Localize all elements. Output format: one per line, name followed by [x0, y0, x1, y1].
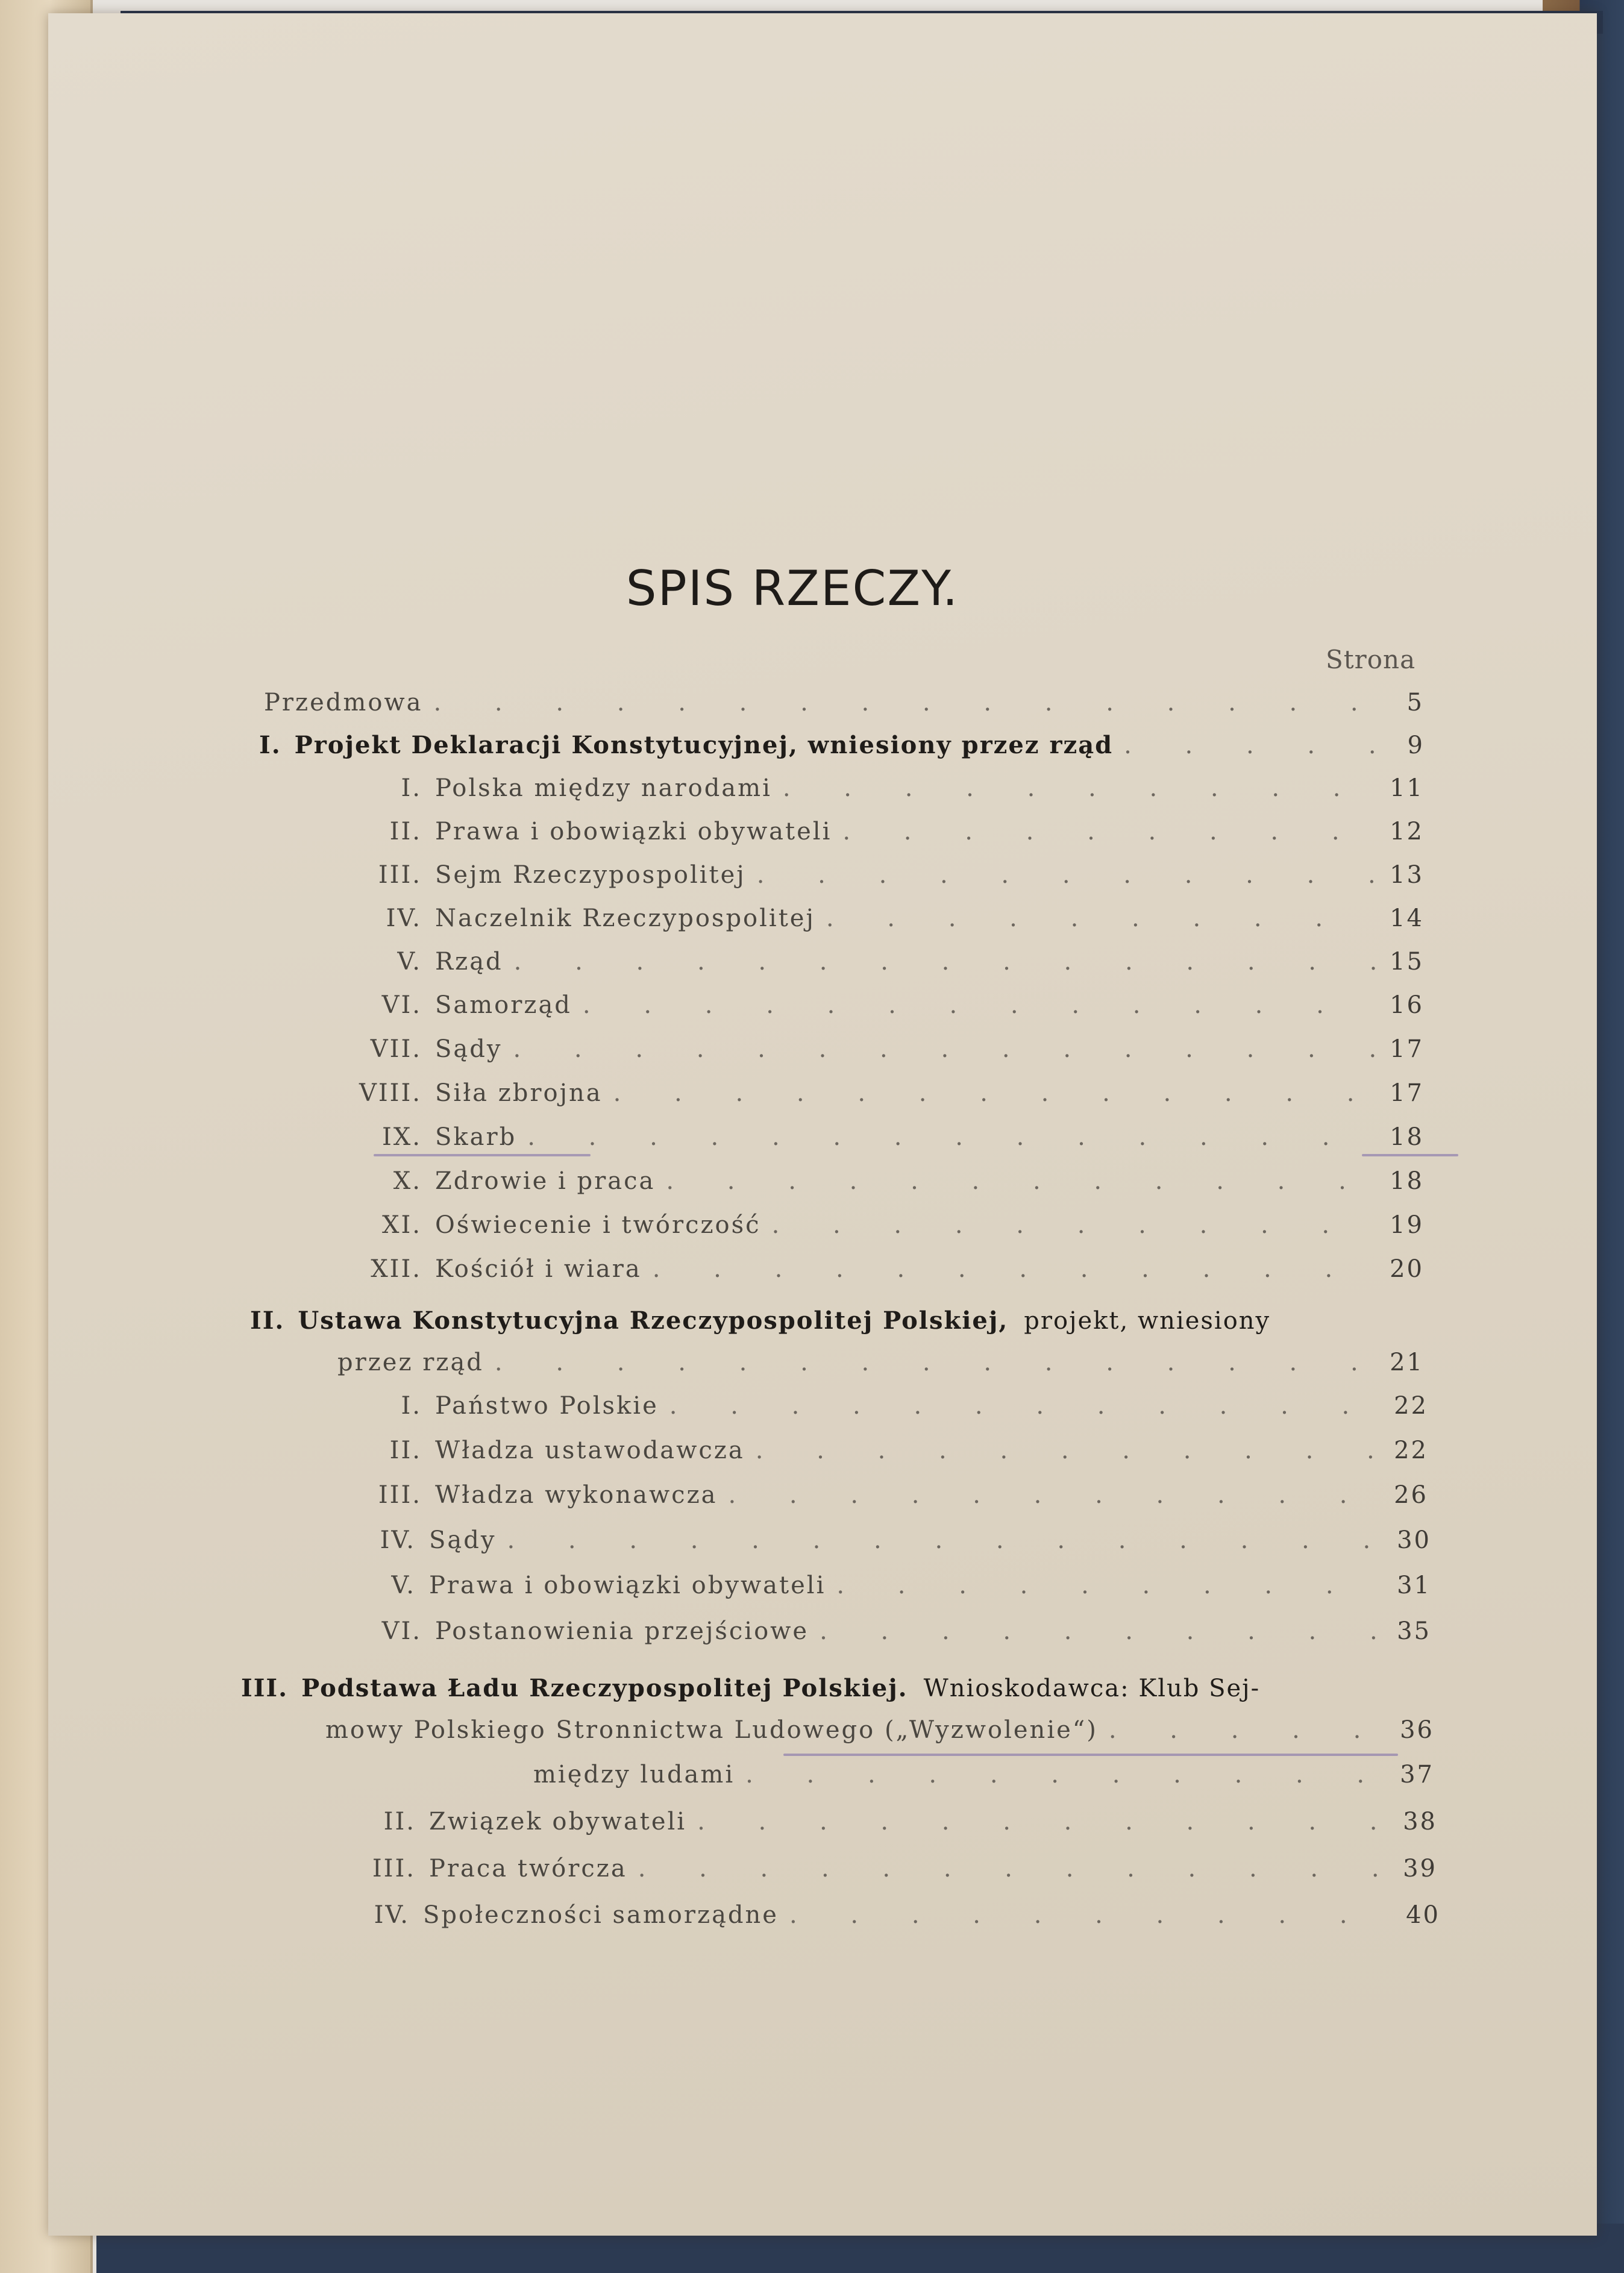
- toc-entry-page: 35: [1397, 1617, 1431, 1645]
- toc-entry: [337, 1079, 1424, 1115]
- toc-entry: [337, 1808, 1437, 1844]
- leader-dots: [638, 1855, 1390, 1883]
- toc-entry-number: V.: [391, 1572, 416, 1599]
- toc-entry-number: V.: [397, 948, 422, 976]
- leader-dots: [669, 1392, 1381, 1420]
- toc-entry: [337, 1572, 1431, 1608]
- toc-entry-label: Sejm Rzeczypospolitej: [435, 861, 746, 889]
- leader-dots: [514, 948, 1377, 976]
- toc-entry: [337, 861, 1424, 897]
- toc-section-page: 9: [1407, 732, 1424, 759]
- leader-dots: [820, 1617, 1384, 1645]
- leader-dots: [653, 1255, 1377, 1283]
- leader-dots: [507, 1526, 1384, 1554]
- toc-entry-page: 30: [1397, 1526, 1431, 1554]
- toc-section-number: II.: [250, 1306, 285, 1335]
- toc-entry-number: II.: [383, 1808, 416, 1836]
- pen-underline-mark: [374, 1154, 591, 1156]
- toc-entry-label: mowy Polskiego Stronnictwa Ludowego („Wyzwolenie“): [325, 1716, 1098, 1744]
- toc-entry: [337, 1437, 1428, 1473]
- toc-entry-number: I.: [401, 1392, 422, 1420]
- toc-entry: [337, 1167, 1424, 1203]
- toc-entry-number: VI.: [381, 1617, 422, 1645]
- toc-entry-number: III.: [378, 1481, 422, 1509]
- toc-entry-page: 18: [1390, 1123, 1424, 1151]
- leader-dots: [772, 1211, 1377, 1239]
- toc-entry-page: 15: [1390, 948, 1424, 976]
- leader-dots: [495, 1349, 1377, 1376]
- toc-entry-label: Prawa i obowiązki obywateli: [429, 1572, 826, 1599]
- toc-entry-label: Naczelnik Rzeczypospolitej: [435, 904, 815, 932]
- toc-section: [250, 1306, 1425, 1343]
- toc-entry-page: 18: [1390, 1167, 1424, 1195]
- leader-dots: [1124, 732, 1377, 759]
- leader-dots: [757, 861, 1377, 889]
- toc-entry-label: Polska między narodami: [435, 774, 772, 802]
- toc-entry-page: 17: [1390, 1079, 1424, 1107]
- leader-dots: [527, 1123, 1377, 1151]
- toc-entry-page: 26: [1394, 1481, 1428, 1509]
- leader-dots: [745, 1761, 1387, 1789]
- toc-entry-number: IV.: [386, 904, 422, 932]
- toc-entry-number: III.: [378, 861, 422, 889]
- leader-dots: [783, 774, 1377, 802]
- leader-dots: [836, 1572, 1384, 1599]
- toc-entry-page: 37: [1400, 1761, 1434, 1789]
- toc-entry-number: IV.: [374, 1901, 410, 1929]
- toc-entry-number: VII.: [370, 1035, 422, 1063]
- toc-entry-label: Władza wykonawcza: [435, 1481, 718, 1509]
- page-title: SPIS RZECZY.: [625, 560, 959, 616]
- toc-entry-number: VIII.: [359, 1079, 422, 1107]
- toc-entry: [337, 818, 1424, 854]
- toc-entry-page: 19: [1390, 1211, 1424, 1239]
- toc-entry: [337, 1901, 1440, 1937]
- toc-entry: [337, 904, 1424, 941]
- toc-entry-number: XI.: [382, 1211, 422, 1239]
- toc-entry-page: 39: [1403, 1855, 1437, 1883]
- toc-entry-continuation: [337, 1349, 1424, 1385]
- toc-entry-label: Sądy: [435, 1035, 503, 1063]
- toc-entry-page: 12: [1390, 818, 1424, 845]
- toc-entry-label: przez rząd: [337, 1349, 484, 1376]
- toc-entry-label: Przedmowa: [264, 689, 423, 716]
- toc-entry-label: Związek obywateli: [429, 1808, 687, 1836]
- toc-entry-page: 22: [1394, 1437, 1428, 1464]
- toc-section-label-continued: projekt, wniesiony: [1024, 1307, 1271, 1335]
- toc-section-label-continued: Wnioskodawca: Klub Sej-: [923, 1675, 1261, 1702]
- toc-entry-page: 40: [1406, 1901, 1440, 1929]
- toc-entry-number: III.: [372, 1855, 416, 1883]
- leader-dots: [666, 1167, 1377, 1195]
- leader-dots: [613, 1079, 1377, 1107]
- toc-entry-continuation: [325, 1716, 1434, 1752]
- toc-entry-number: IV.: [380, 1526, 416, 1554]
- toc-section-number: I.: [259, 731, 281, 759]
- toc-section-label: Ustawa Konstytucyjna Rzeczypospolitej Polskiej,: [298, 1306, 1009, 1335]
- leader-dots: [1109, 1716, 1387, 1744]
- toc-entry: [337, 1617, 1431, 1654]
- toc-entry-page: 11: [1390, 774, 1424, 802]
- toc-entry-label: Praca twórcza: [429, 1855, 627, 1883]
- toc-entry-page: 17: [1390, 1035, 1424, 1063]
- toc-entry: [337, 948, 1424, 984]
- toc-entry-label: Sądy: [429, 1526, 497, 1554]
- leader-dots: [826, 904, 1377, 932]
- toc-entry-page: 5: [1406, 689, 1424, 716]
- toc-entry-number: VI.: [381, 991, 422, 1019]
- toc-entry-label: Zdrowie i praca: [435, 1167, 656, 1195]
- leader-dots: [583, 991, 1377, 1019]
- leader-dots: [842, 818, 1377, 845]
- toc-section-label: Projekt Deklaracji Konstytucyjnej, wniesiony przez rząd: [294, 731, 1114, 759]
- toc-entry-label: Postanowienia przejściowe: [435, 1617, 809, 1645]
- toc-entry-label: Prawa i obowiązki obywateli: [435, 818, 832, 845]
- toc-entry-page: 36: [1400, 1716, 1434, 1744]
- toc-entry-page: 21: [1390, 1349, 1424, 1376]
- toc-entry-number: II.: [389, 818, 422, 845]
- leader-dots: [513, 1035, 1377, 1063]
- toc-entry-label: Państwo Polskie: [435, 1392, 659, 1420]
- toc-section-number: III.: [241, 1674, 289, 1702]
- toc-entry-label: między ludami: [533, 1761, 735, 1789]
- toc-entry-label: Oświecenie i twórczość: [435, 1211, 761, 1239]
- toc-entry-number: I.: [401, 774, 422, 802]
- pen-underline-mark: [783, 1754, 1398, 1756]
- toc-entry: [337, 1211, 1424, 1247]
- toc-entry-page: 13: [1390, 861, 1424, 889]
- toc-entry: [337, 1255, 1424, 1291]
- toc-entry-page: 16: [1390, 991, 1424, 1019]
- toc-entry: [337, 1035, 1424, 1071]
- toc-entry-label: Władza ustawodawcza: [435, 1437, 745, 1464]
- toc-entry: [337, 1526, 1431, 1563]
- toc-entry-label: Rząd: [435, 948, 503, 976]
- toc-entry-number: X.: [393, 1167, 422, 1195]
- toc-entry-page: 22: [1394, 1392, 1428, 1420]
- leader-dots: [433, 689, 1377, 716]
- toc-section: [259, 731, 1424, 767]
- toc-entry-page: 31: [1397, 1572, 1431, 1599]
- toc-entry: [337, 774, 1424, 810]
- toc-section: [241, 1674, 1434, 1710]
- toc-entry: [533, 1761, 1434, 1797]
- toc-entry: [264, 689, 1424, 725]
- toc-entry-number: II.: [389, 1437, 422, 1464]
- leader-dots: [729, 1481, 1382, 1509]
- toc-entry-label: Skarb: [435, 1123, 517, 1151]
- toc-entry-page: 38: [1403, 1808, 1437, 1836]
- toc-entry: [337, 991, 1424, 1027]
- pen-underline-mark: [1362, 1154, 1458, 1156]
- toc-entry: [337, 1481, 1428, 1517]
- toc-entry-page: 14: [1390, 904, 1424, 932]
- toc-entry-label: Samorząd: [435, 991, 572, 1019]
- leader-dots: [789, 1901, 1393, 1929]
- toc-entry: [337, 1855, 1437, 1891]
- page-column-header: Strona: [1326, 645, 1416, 674]
- leader-dots: [756, 1437, 1381, 1464]
- toc-entry-page: 20: [1390, 1255, 1424, 1283]
- toc-entry-label: Siła zbrojna: [435, 1079, 603, 1107]
- toc-entry-number: XII.: [371, 1255, 422, 1283]
- toc-entry-number: IX.: [382, 1123, 422, 1151]
- toc-entry: [337, 1392, 1428, 1428]
- leader-dots: [697, 1808, 1390, 1836]
- toc-entry-label: Społeczności samorządne: [423, 1901, 779, 1929]
- toc-entry-label: Kościół i wiara: [435, 1255, 642, 1283]
- toc-section-label: Podstawa Ładu Rzeczypospolitej Polskiej.: [301, 1674, 908, 1702]
